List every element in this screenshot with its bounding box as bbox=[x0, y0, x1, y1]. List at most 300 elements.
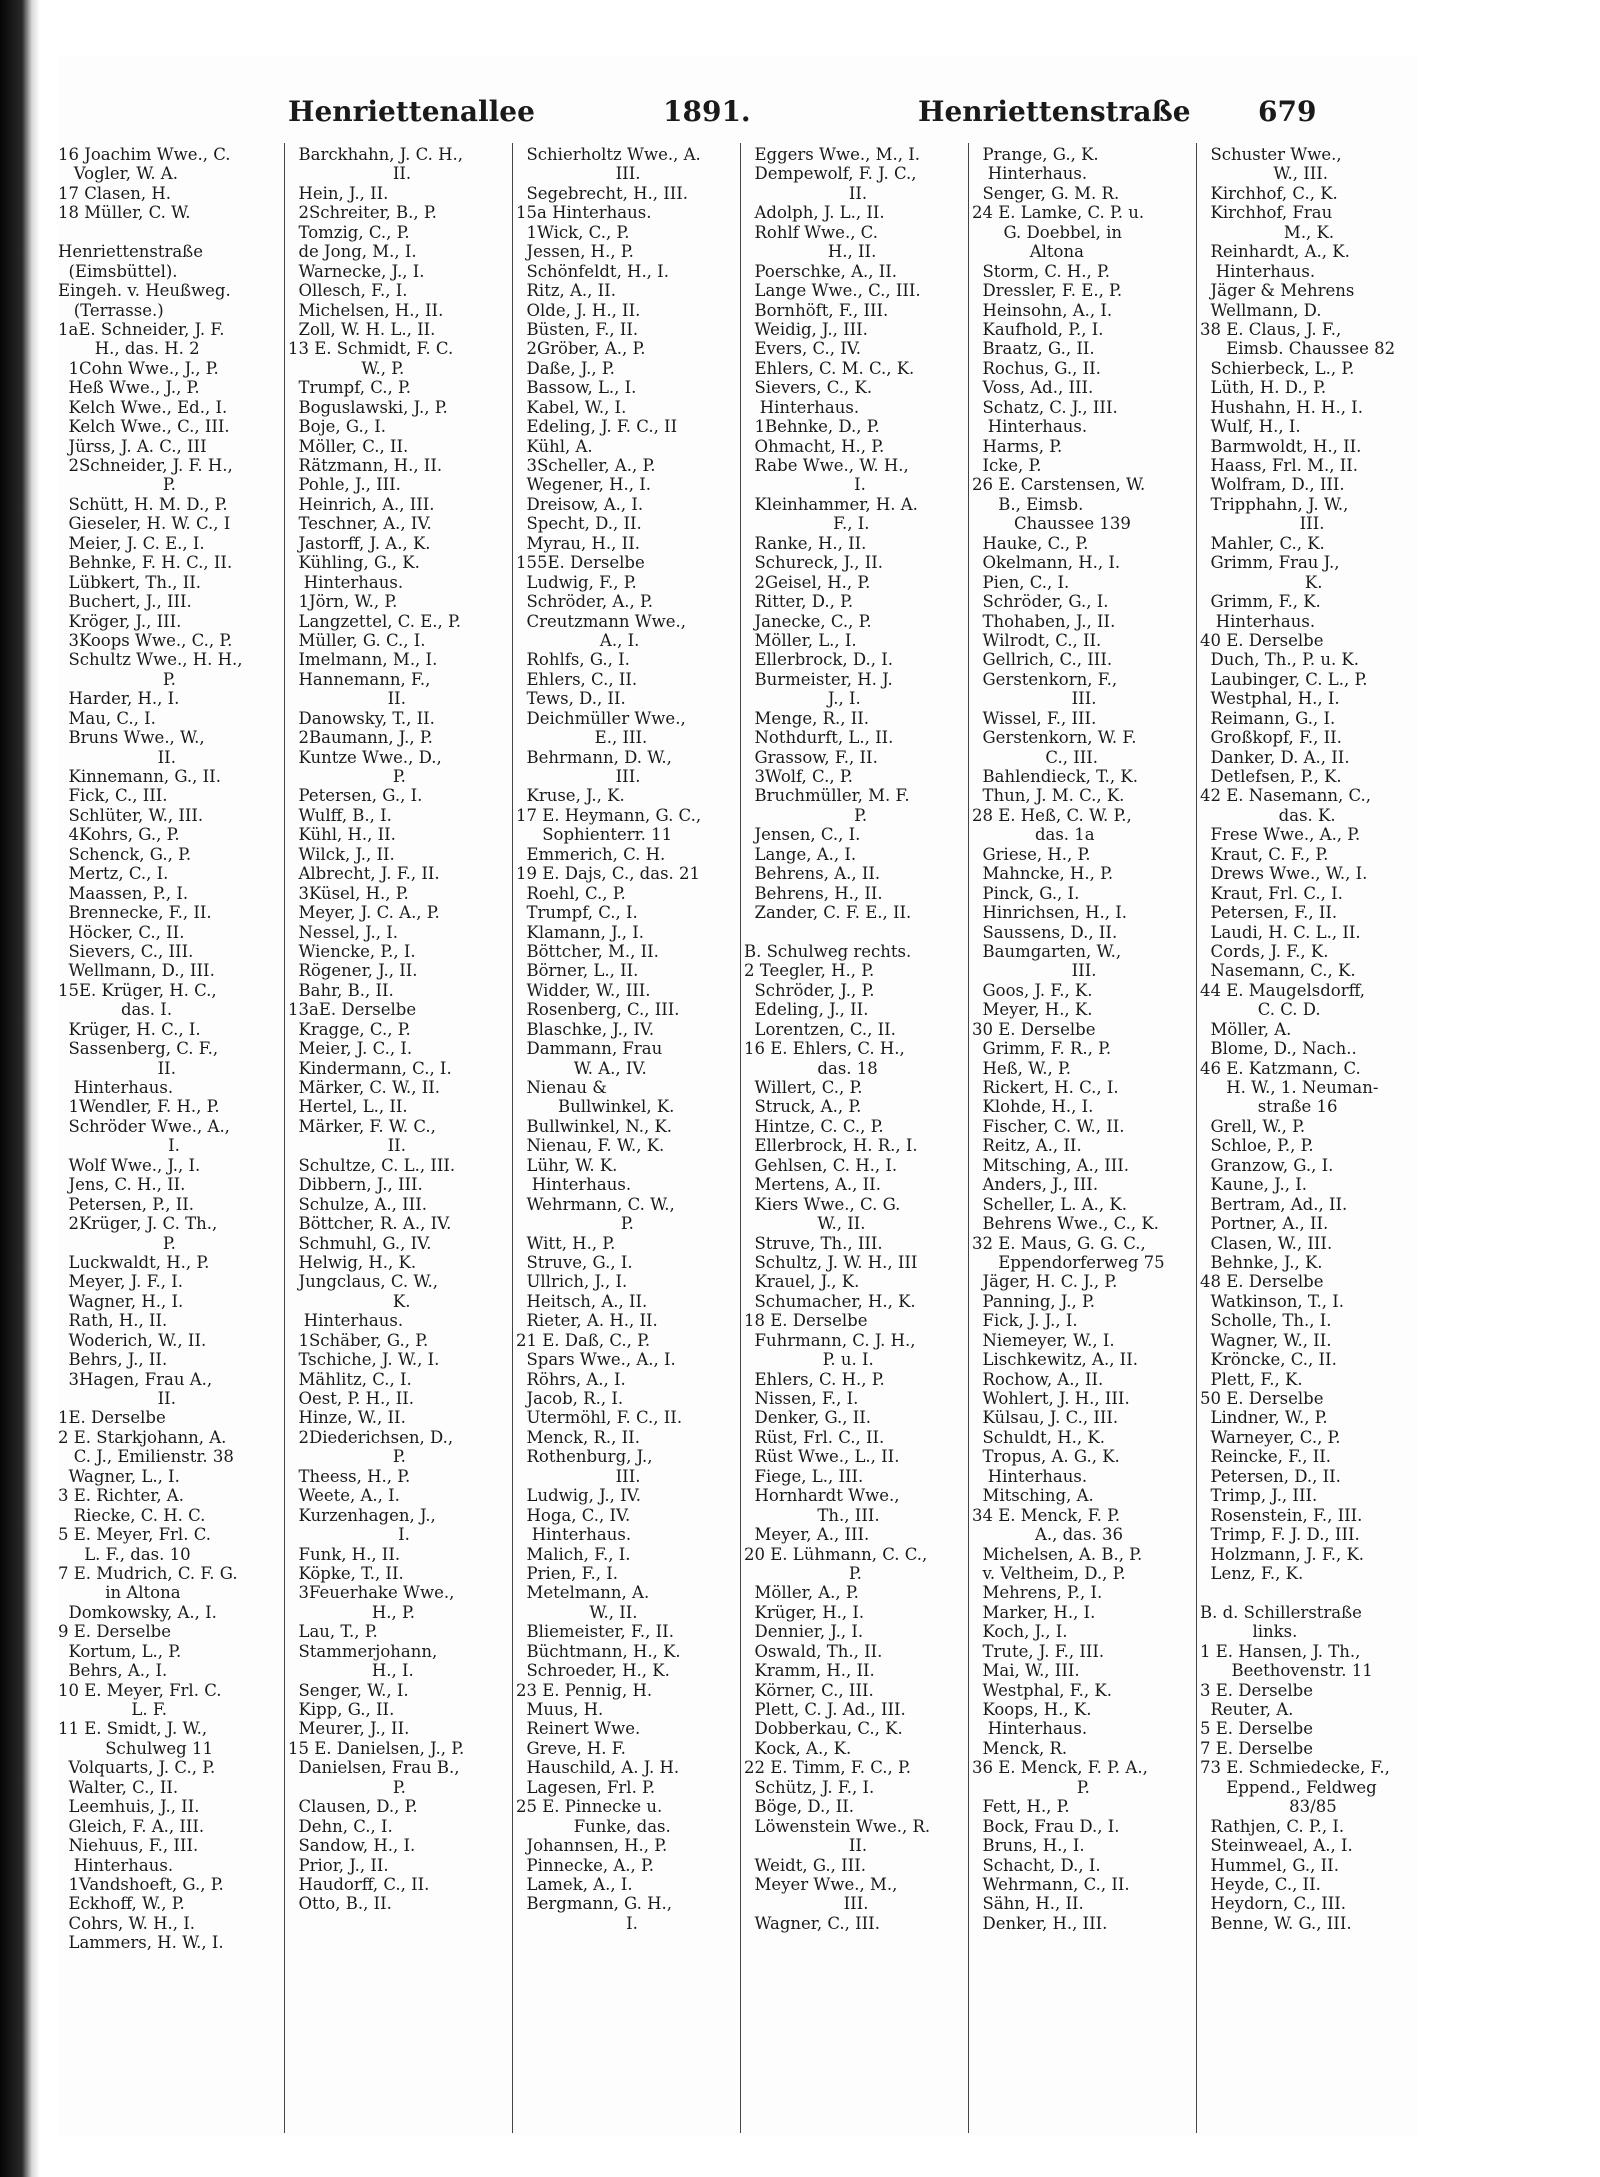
directory-line: 1Cohn Wwe., J., P. bbox=[58, 358, 219, 378]
directory-line: Rathjen, C. P., I. bbox=[1200, 1816, 1345, 1836]
directory-line: II. bbox=[288, 1136, 406, 1156]
directory-line: Barckhahn, J. C. H., bbox=[288, 145, 464, 164]
directory-line: C. J., Emilienstr. 38 bbox=[58, 1447, 234, 1467]
directory-line: Reincke, F., II. bbox=[1200, 1447, 1331, 1467]
column-divider bbox=[284, 143, 285, 2133]
directory-line: Struve, G., I. bbox=[516, 1252, 633, 1272]
directory-line: Hinterhaus. bbox=[58, 1078, 174, 1097]
directory-line: Pinck, G., I. bbox=[972, 883, 1080, 903]
directory-line: Eimsb. Chaussee 82 bbox=[1200, 339, 1396, 359]
directory-line: Ludwig, F., P. bbox=[516, 572, 637, 592]
column-2 bbox=[288, 145, 513, 1914]
directory-line: Rohlf Wwe., C. bbox=[744, 222, 878, 242]
directory-line: 25 E. Pinnecke u. bbox=[516, 1797, 663, 1817]
directory-line: Märker, F. W. C., bbox=[288, 1116, 436, 1136]
directory-line: Hinterhaus. bbox=[972, 1719, 1088, 1739]
directory-line: Schacht, D., I. bbox=[972, 1855, 1101, 1875]
column-6 bbox=[1200, 145, 1425, 1933]
directory-line: 2Gröber, A., P. bbox=[516, 339, 646, 359]
directory-line: 36 E. Menck, F. P. A., bbox=[972, 1758, 1148, 1778]
directory-line: Mertz, C., I. bbox=[58, 864, 169, 884]
directory-line: Jessen, H., P. bbox=[516, 242, 634, 262]
directory-line: Schuldt, H., K. bbox=[972, 1427, 1105, 1447]
directory-line: 11 E. Smidt, J. W., bbox=[58, 1719, 208, 1739]
directory-line: 2Baumann, J., P. bbox=[288, 728, 433, 748]
directory-line: W., P. bbox=[288, 358, 405, 378]
directory-line: Cohrs, W. H., I. bbox=[58, 1913, 195, 1933]
directory-line: Kabel, W., I. bbox=[516, 397, 627, 417]
directory-line: L. F. bbox=[58, 1700, 167, 1719]
directory-line: Büsten, F., II. bbox=[516, 319, 639, 339]
directory-line: Barmwoldt, H., II. bbox=[1200, 436, 1362, 456]
directory-line: Muus, H. bbox=[516, 1700, 604, 1719]
directory-line: das. K. bbox=[1200, 805, 1336, 825]
directory-line: Heinsohn, A., I. bbox=[972, 300, 1113, 320]
directory-line: Grassow, F., II. bbox=[744, 747, 878, 767]
directory-line: Wulff, B., I. bbox=[288, 805, 392, 825]
directory-line: Kühl, A. bbox=[516, 436, 593, 456]
directory-line: Storm, C. H., P. bbox=[972, 261, 1111, 281]
directory-line: Greve, H. F. bbox=[516, 1738, 626, 1758]
directory-line: L. F., das. 10 bbox=[58, 1544, 191, 1564]
directory-line: Schütt, H. M. D., P. bbox=[58, 494, 228, 514]
directory-line: Nothdurft, L., II. bbox=[744, 728, 894, 748]
directory-line: Specht, D., II. bbox=[516, 514, 642, 534]
directory-line: Jürss, J. A. C., III bbox=[58, 436, 207, 456]
directory-line: Cords, J. F., K. bbox=[1200, 941, 1329, 961]
directory-line: Böttcher, R. A., IV. bbox=[288, 1214, 452, 1234]
column-1 bbox=[58, 145, 283, 1953]
directory-line: Hauke, C., P. bbox=[972, 533, 1089, 553]
directory-line: Tews, D., II. bbox=[516, 689, 626, 709]
directory-line: Gerstenkorn, W. F. bbox=[972, 728, 1137, 748]
directory-line: 3Hagen, Frau A., bbox=[58, 1369, 213, 1389]
directory-line: P. bbox=[288, 767, 406, 786]
directory-line: Evers, C., IV. bbox=[744, 339, 862, 359]
directory-line: Laudi, H. C. L., II. bbox=[1200, 922, 1361, 942]
directory-line: Luckwaldt, H., P. bbox=[58, 1252, 210, 1272]
directory-line: P. bbox=[744, 1563, 862, 1583]
directory-line: Westphal, H., I. bbox=[1200, 689, 1340, 709]
directory-line: Schulweg 11 bbox=[58, 1738, 213, 1758]
directory-line: 2Diederichsen, D., bbox=[288, 1427, 454, 1447]
directory-line: Kühling, G., K. bbox=[288, 553, 420, 573]
directory-line: Reuter, A. bbox=[1200, 1700, 1294, 1719]
directory-line: Nienau & bbox=[516, 1078, 607, 1097]
header-year: 1891. bbox=[663, 95, 751, 128]
directory-line: Schröder, G., I. bbox=[972, 592, 1109, 612]
directory-line: Bassow, L., I. bbox=[516, 378, 637, 398]
directory-line: P. bbox=[288, 1777, 406, 1797]
directory-line: I. bbox=[744, 475, 866, 495]
directory-line: Mau, C., I. bbox=[58, 708, 156, 728]
directory-line: W., III. bbox=[1200, 164, 1329, 184]
directory-line: 10 E. Meyer, Frl. C. bbox=[58, 1680, 222, 1700]
directory-line: Jäger & Mehrens bbox=[1200, 281, 1355, 301]
directory-line: Riecke, C. H. C. bbox=[58, 1505, 206, 1525]
directory-line: Michelsen, H., II. bbox=[288, 300, 444, 320]
directory-line: Fick, J. J., I. bbox=[972, 1311, 1078, 1331]
directory-line: 7 E. Derselbe bbox=[1200, 1738, 1313, 1758]
directory-line: Dibbern, J., III. bbox=[288, 1175, 423, 1195]
directory-line: III. bbox=[516, 1466, 641, 1486]
directory-line: Rätzmann, H., II. bbox=[288, 456, 443, 475]
directory-line: 50 E. Derselbe bbox=[1200, 1389, 1324, 1408]
directory-line: Mai, W., III. bbox=[972, 1661, 1080, 1681]
directory-line: 22 E. Timm, F. C., P. bbox=[744, 1758, 911, 1778]
directory-line: I. bbox=[58, 1136, 180, 1156]
directory-line: 15a Hinterhaus. bbox=[516, 203, 652, 223]
directory-line: Scheller, L. A., K. bbox=[972, 1194, 1127, 1214]
directory-line: E., III. bbox=[516, 728, 648, 748]
directory-line: Kinnemann, G., II. bbox=[58, 767, 221, 786]
directory-line: Trumpf, C., P. bbox=[288, 378, 412, 398]
directory-line: Hinrichsen, H., I. bbox=[972, 903, 1128, 923]
page-header bbox=[58, 55, 1418, 128]
directory-line: II. bbox=[744, 1836, 868, 1856]
directory-line: Th., III. bbox=[744, 1505, 880, 1525]
directory-line: Lüth, H. D., P. bbox=[1200, 378, 1327, 398]
directory-line: Altona bbox=[972, 242, 1084, 262]
directory-line: Bornhöft, F., III. bbox=[744, 300, 889, 320]
directory-line: Dempewolf, F. J. C., bbox=[744, 164, 917, 184]
directory-line: Thun, J. M. C., K. bbox=[972, 786, 1125, 806]
directory-line: Wohlert, J. H., III. bbox=[972, 1389, 1130, 1408]
directory-line: 83/85 bbox=[1200, 1797, 1337, 1817]
directory-line: B. Schulweg rechts. bbox=[744, 941, 912, 961]
directory-line: Oswald, Th., II. bbox=[744, 1641, 883, 1661]
directory-line: Kramm, H., II. bbox=[744, 1661, 875, 1681]
directory-line: 15 E. Danielsen, J., P. bbox=[288, 1738, 465, 1758]
directory-line: Haudorff, C., II. bbox=[288, 1874, 430, 1894]
directory-line: Walter, C., II. bbox=[58, 1777, 179, 1797]
directory-line: Dennier, J., I. bbox=[744, 1622, 864, 1642]
directory-line: Hoga, C., IV. bbox=[516, 1505, 631, 1525]
directory-line: Wehrmann, C., II. bbox=[972, 1874, 1130, 1894]
directory-line: Meyer, H., K. bbox=[972, 1000, 1093, 1020]
directory-line: Eppendorferweg 75 bbox=[972, 1252, 1165, 1272]
directory-line: Grimm, F., K. bbox=[1200, 592, 1321, 612]
directory-line: Michelsen, A. B., P. bbox=[972, 1544, 1143, 1564]
directory-line: Volquarts, J. C., P. bbox=[58, 1758, 216, 1778]
directory-line: A., I. bbox=[516, 630, 640, 650]
directory-line: W., II. bbox=[516, 1602, 638, 1622]
directory-line: Frese Wwe., A., P. bbox=[1200, 825, 1361, 845]
directory-line: 3 E. Derselbe bbox=[1200, 1680, 1313, 1700]
directory-line: Dressler, F. E., P. bbox=[972, 281, 1123, 301]
directory-line: Tripphahn, J. W., bbox=[1200, 494, 1349, 514]
directory-line: Reitz, A., II. bbox=[972, 1136, 1082, 1156]
directory-line: Klamann, J., I. bbox=[516, 922, 644, 942]
directory-line: Möller, A., P. bbox=[744, 1583, 859, 1603]
directory-line: 16 E. Ehlers, C. H., bbox=[744, 1039, 905, 1059]
directory-line: Schenck, G., P. bbox=[58, 844, 192, 864]
directory-line: Möller, A. bbox=[1200, 1019, 1292, 1039]
directory-line: 18 E. Derselbe bbox=[744, 1311, 868, 1331]
directory-line: Fick, C., III. bbox=[58, 786, 168, 806]
directory-line: Mählitz, C., I. bbox=[288, 1369, 412, 1389]
directory-line: Hauschild, A. J. H. bbox=[516, 1758, 680, 1778]
directory-line: H., P. bbox=[288, 1602, 416, 1622]
directory-line: Köpke, T., II. bbox=[288, 1563, 404, 1583]
directory-line: Külsau, J. C., III. bbox=[972, 1408, 1119, 1428]
directory-line: Meyer, J. C. A., P. bbox=[288, 903, 440, 923]
directory-line: Meyer, A., III. bbox=[744, 1525, 870, 1545]
directory-line: Wulf, H., I. bbox=[1200, 417, 1301, 437]
directory-line: Hummel, G., II. bbox=[1200, 1855, 1339, 1875]
directory-line: 73 E. Schmiedecke, F., bbox=[1200, 1758, 1390, 1778]
directory-line: Menck, R. bbox=[972, 1738, 1068, 1758]
directory-line: Fiege, L., III. bbox=[744, 1466, 864, 1486]
directory-line: Nasemann, C., K. bbox=[1200, 961, 1356, 981]
directory-line: Schröder Wwe., A., bbox=[58, 1116, 230, 1136]
directory-line: Wolf Wwe., J., I. bbox=[58, 1155, 201, 1175]
directory-line: 48 E. Derselbe bbox=[1200, 1272, 1324, 1292]
directory-line: Holzmann, J. F., K. bbox=[1200, 1544, 1365, 1564]
directory-line: 3Scheller, A., P. bbox=[516, 456, 656, 475]
directory-line: P. bbox=[288, 1447, 406, 1467]
directory-line: Schultz Wwe., H. H., bbox=[58, 650, 243, 670]
directory-line: Jäger, H. C. J., P. bbox=[972, 1272, 1118, 1292]
directory-line: 19 E. Dajs, C., das. 21 bbox=[516, 864, 701, 884]
directory-line: Senger, G. M. R. bbox=[972, 183, 1120, 203]
directory-line: Büchtmann, H., K. bbox=[516, 1641, 681, 1661]
directory-line: Heinrich, A., III. bbox=[288, 494, 435, 514]
directory-line: 9 E. Derselbe bbox=[58, 1622, 171, 1642]
directory-line: Segebrecht, H., III. bbox=[516, 183, 689, 203]
directory-line: Petersen, F., II. bbox=[1200, 903, 1338, 923]
directory-line: Kirchhof, C., K. bbox=[1200, 183, 1338, 203]
directory-line: 46 E. Katzmann, C. bbox=[1200, 1058, 1361, 1078]
directory-line: Spars Wwe., A., I. bbox=[516, 1350, 676, 1370]
directory-line: Danowsky, T., II. bbox=[288, 708, 435, 728]
directory-line: Höcker, C., II. bbox=[58, 922, 185, 942]
directory-line: Möller, L., I. bbox=[744, 630, 857, 650]
directory-line: Ehlers, C., II. bbox=[516, 669, 638, 689]
directory-line: Janecke, C., P. bbox=[744, 611, 872, 631]
directory-line: Rieter, A. H., II. bbox=[516, 1311, 658, 1331]
directory-line: Thohaben, J., II. bbox=[972, 611, 1116, 631]
directory-line: Otto, B., II. bbox=[288, 1894, 392, 1914]
directory-line: Eingeh. v. Heußweg. bbox=[58, 281, 231, 301]
directory-line: Chaussee 139 bbox=[972, 514, 1131, 534]
directory-line: Bruns Wwe., W., bbox=[58, 728, 205, 748]
directory-line: Weidig, J., III. bbox=[744, 319, 868, 339]
directory-line: Bertram, Ad., II. bbox=[1200, 1194, 1348, 1214]
directory-line: (Terrasse.) bbox=[58, 300, 164, 320]
directory-line: Grimm, F. R., P. bbox=[972, 1039, 1112, 1059]
directory-line: Heß Wwe., J., P. bbox=[58, 378, 200, 398]
directory-line: Niemeyer, W., I. bbox=[972, 1330, 1115, 1350]
directory-line: Adolph, J. L., II. bbox=[744, 203, 885, 223]
directory-line: Marker, H., I. bbox=[972, 1602, 1096, 1622]
directory-line: Boje, G., I. bbox=[288, 417, 387, 437]
directory-line: Benne, W. G., III. bbox=[1200, 1913, 1352, 1933]
directory-line: Kortum, L., P. bbox=[58, 1641, 182, 1661]
directory-line: 3Küsel, H., P. bbox=[288, 883, 409, 903]
directory-line: J., I. bbox=[744, 689, 861, 709]
directory-line: Hinterhaus. bbox=[744, 397, 860, 417]
directory-line: Sähn, H., II. bbox=[972, 1894, 1084, 1914]
directory-line: 21 E. Daß, C., P. bbox=[516, 1330, 651, 1350]
directory-line: Schröder, A., P. bbox=[516, 592, 654, 612]
directory-line: B., Eimsb. bbox=[972, 494, 1084, 514]
directory-line: Meurer, J., II. bbox=[288, 1719, 410, 1739]
directory-line: Jens, C. H., II. bbox=[58, 1175, 186, 1195]
directory-line: Lühr, W. K. bbox=[516, 1155, 618, 1175]
directory-line: P. bbox=[744, 805, 868, 825]
directory-line: Hinterhaus. bbox=[972, 164, 1088, 184]
directory-line: 13 E. Schmidt, F. C. bbox=[288, 339, 454, 359]
directory-line: Mahler, C., K. bbox=[1200, 533, 1325, 553]
directory-line: Prien, F., I. bbox=[516, 1563, 619, 1583]
directory-line: Denker, G., II. bbox=[744, 1408, 872, 1428]
directory-line: Hinze, W., II. bbox=[288, 1408, 406, 1428]
directory-line: Heydorn, C., III. bbox=[1200, 1894, 1347, 1914]
directory-line: Jastorff, J. A., K. bbox=[288, 533, 431, 553]
directory-line: Reimann, G., I. bbox=[1200, 708, 1336, 728]
directory-line: Schumacher, H., K. bbox=[744, 1291, 916, 1311]
directory-line: Ranke, H., II. bbox=[744, 533, 867, 553]
directory-line: Schlüter, W., III. bbox=[58, 805, 204, 825]
directory-line: 32 E. Maus, G. G. C., bbox=[972, 1233, 1146, 1253]
directory-line: Pinnecke, A., P. bbox=[516, 1855, 655, 1875]
directory-line: Witt, H., P. bbox=[516, 1233, 616, 1253]
directory-line: Kraut, Frl. C., I. bbox=[1200, 883, 1343, 903]
directory-line: Dammann, Frau bbox=[516, 1039, 663, 1059]
column-5 bbox=[972, 145, 1197, 1933]
directory-line: Bullwinkel, N., K. bbox=[516, 1116, 673, 1136]
directory-line: Niehuus, F., III. bbox=[58, 1836, 199, 1856]
directory-line: Böttcher, M., II. bbox=[516, 941, 659, 961]
directory-line: 3 E. Richter, A. bbox=[58, 1486, 184, 1506]
book-binding-edge bbox=[0, 0, 40, 2177]
directory-line: C. C. D. bbox=[1200, 1000, 1321, 1020]
directory-line: 15E. Krüger, H. C., bbox=[58, 980, 217, 1000]
directory-line: P. bbox=[58, 475, 176, 495]
directory-line: Gerstenkorn, F., bbox=[972, 669, 1118, 689]
directory-line: Jungclaus, C. W., bbox=[288, 1272, 438, 1292]
directory-line: Petersen, G., I. bbox=[288, 786, 423, 806]
directory-line: Hinterhaus. bbox=[58, 1855, 174, 1875]
directory-line: P. bbox=[58, 669, 176, 689]
directory-line: Zander, C. F. E., II. bbox=[744, 903, 912, 923]
directory-line: Hintze, C. C., P. bbox=[744, 1116, 884, 1136]
directory-line: Denker, H., III. bbox=[972, 1913, 1108, 1933]
directory-line: Wilck, J., II. bbox=[288, 844, 395, 864]
directory-line: Eckhoff, W., P. bbox=[58, 1894, 185, 1914]
directory-line: de Jong, M., I. bbox=[288, 242, 417, 262]
directory-line: Bergmann, G. H., bbox=[516, 1894, 673, 1914]
directory-line: Mitsching, A. bbox=[972, 1486, 1094, 1506]
directory-line: 26 E. Carstensen, W. bbox=[972, 475, 1146, 495]
directory-line: Ohmacht, H., P. bbox=[744, 436, 885, 456]
directory-line: Creutzmann Wwe., bbox=[516, 611, 687, 631]
directory-line: Tropus, A. G., K. bbox=[972, 1447, 1120, 1467]
directory-line: Ollesch, F., I. bbox=[288, 281, 408, 301]
directory-line: Edeling, J. F. C., II bbox=[516, 417, 678, 437]
directory-line: II. bbox=[288, 164, 412, 184]
directory-line: Myrau, H., II. bbox=[516, 533, 640, 553]
directory-line: 2 Teegler, H., P. bbox=[744, 961, 875, 981]
directory-line: 28 E. Heß, C. W. P., bbox=[972, 805, 1132, 825]
directory-line: Sophienterr. 11 bbox=[516, 825, 673, 845]
directory-line: Brennecke, F., II. bbox=[58, 903, 212, 923]
directory-line: Menge, R., II. bbox=[744, 708, 870, 728]
directory-line: Petersen, D., II. bbox=[1200, 1466, 1341, 1486]
directory-line: Plett, C. J. Ad., III. bbox=[744, 1700, 906, 1719]
directory-line: Imelmann, M., I. bbox=[288, 650, 438, 670]
directory-line: P. bbox=[516, 1214, 634, 1234]
directory-line: Gieseler, H. W. C., I bbox=[58, 514, 231, 534]
directory-line: F., I. bbox=[744, 514, 870, 534]
directory-line: Kuntze Wwe., D., bbox=[288, 747, 442, 767]
directory-line: Watkinson, T., I. bbox=[1200, 1291, 1344, 1311]
directory-line: Wagner, L., I. bbox=[58, 1466, 180, 1486]
directory-line: Möller, C., II. bbox=[288, 436, 409, 456]
directory-line: P. u. I. bbox=[744, 1350, 874, 1370]
directory-line: Meyer, J. F., I. bbox=[58, 1272, 183, 1292]
directory-line: Danielsen, Frau B., bbox=[288, 1758, 460, 1778]
directory-line: Heyde, C., II. bbox=[1200, 1874, 1321, 1894]
directory-line: Poerschke, A., II. bbox=[744, 261, 898, 281]
directory-line: Lammers, H. W., I. bbox=[58, 1933, 224, 1953]
directory-line: Pien, C., I. bbox=[972, 572, 1070, 592]
directory-line: Jacob, R., I. bbox=[516, 1389, 624, 1408]
header-left-street: Henriettenallee bbox=[288, 95, 535, 128]
directory-line: Daße, J., P. bbox=[516, 358, 615, 378]
directory-line: 17 E. Heymann, G. C., bbox=[516, 805, 702, 825]
directory-line: 5 E. Meyer, Frl. C. bbox=[58, 1525, 211, 1545]
directory-line: Krüger, H., I. bbox=[744, 1602, 865, 1622]
directory-line: Harms, P. bbox=[972, 436, 1063, 456]
directory-line: das. I. bbox=[58, 1000, 173, 1020]
directory-line: Meyer Wwe., M., bbox=[744, 1874, 898, 1894]
directory-line: Hinterhaus. bbox=[1200, 611, 1316, 631]
directory-line: 24 E. Lamke, C. P. u. bbox=[972, 203, 1145, 223]
directory-line: Sievers, C., K. bbox=[744, 378, 873, 398]
directory-line: Schönfeldt, H., I. bbox=[516, 261, 669, 281]
directory-line: 2Krüger, J. C. Th., bbox=[58, 1214, 218, 1234]
directory-line: Oest, P. H., II. bbox=[288, 1389, 415, 1408]
directory-line: Schatz, C. J., III. bbox=[972, 397, 1118, 417]
directory-line: Portner, A., II. bbox=[1200, 1214, 1329, 1234]
directory-line: Metelmann, A. bbox=[516, 1583, 650, 1603]
directory-line: Lange Wwe., C., III. bbox=[744, 281, 921, 301]
directory-line: Struve, Th., III. bbox=[744, 1233, 883, 1253]
directory-line: Rüst, Frl. C., II. bbox=[744, 1427, 885, 1447]
directory-line: Utermöhl, F. C., II. bbox=[516, 1408, 683, 1428]
directory-line: Koops, H., K. bbox=[972, 1700, 1092, 1719]
directory-line: Prange, G., K. bbox=[972, 145, 1099, 164]
directory-line: Gleich, F. A., III. bbox=[58, 1816, 205, 1836]
directory-line: Plett, F., K. bbox=[1200, 1369, 1303, 1389]
directory-line: Heitsch, A., II. bbox=[516, 1291, 648, 1311]
directory-line: Behrmann, D. W., bbox=[516, 747, 672, 767]
directory-line: Lorentzen, C., II. bbox=[744, 1019, 896, 1039]
directory-page bbox=[58, 55, 1418, 2135]
directory-line: Theess, H., P. bbox=[288, 1466, 411, 1486]
directory-line: Grell, W., P. bbox=[1200, 1116, 1306, 1136]
directory-line: Boguslawski, J., P. bbox=[288, 397, 448, 417]
directory-line: 13aE. Derselbe bbox=[288, 1000, 417, 1020]
directory-line: 17 Clasen, H. bbox=[58, 183, 171, 203]
directory-line: Helwig, H., K. bbox=[288, 1252, 417, 1272]
directory-line: Kiers Wwe., C. G. bbox=[744, 1194, 901, 1214]
directory-line bbox=[58, 223, 283, 242]
directory-line: Schröder, J., P. bbox=[744, 980, 875, 1000]
directory-line: II. bbox=[58, 1389, 176, 1408]
